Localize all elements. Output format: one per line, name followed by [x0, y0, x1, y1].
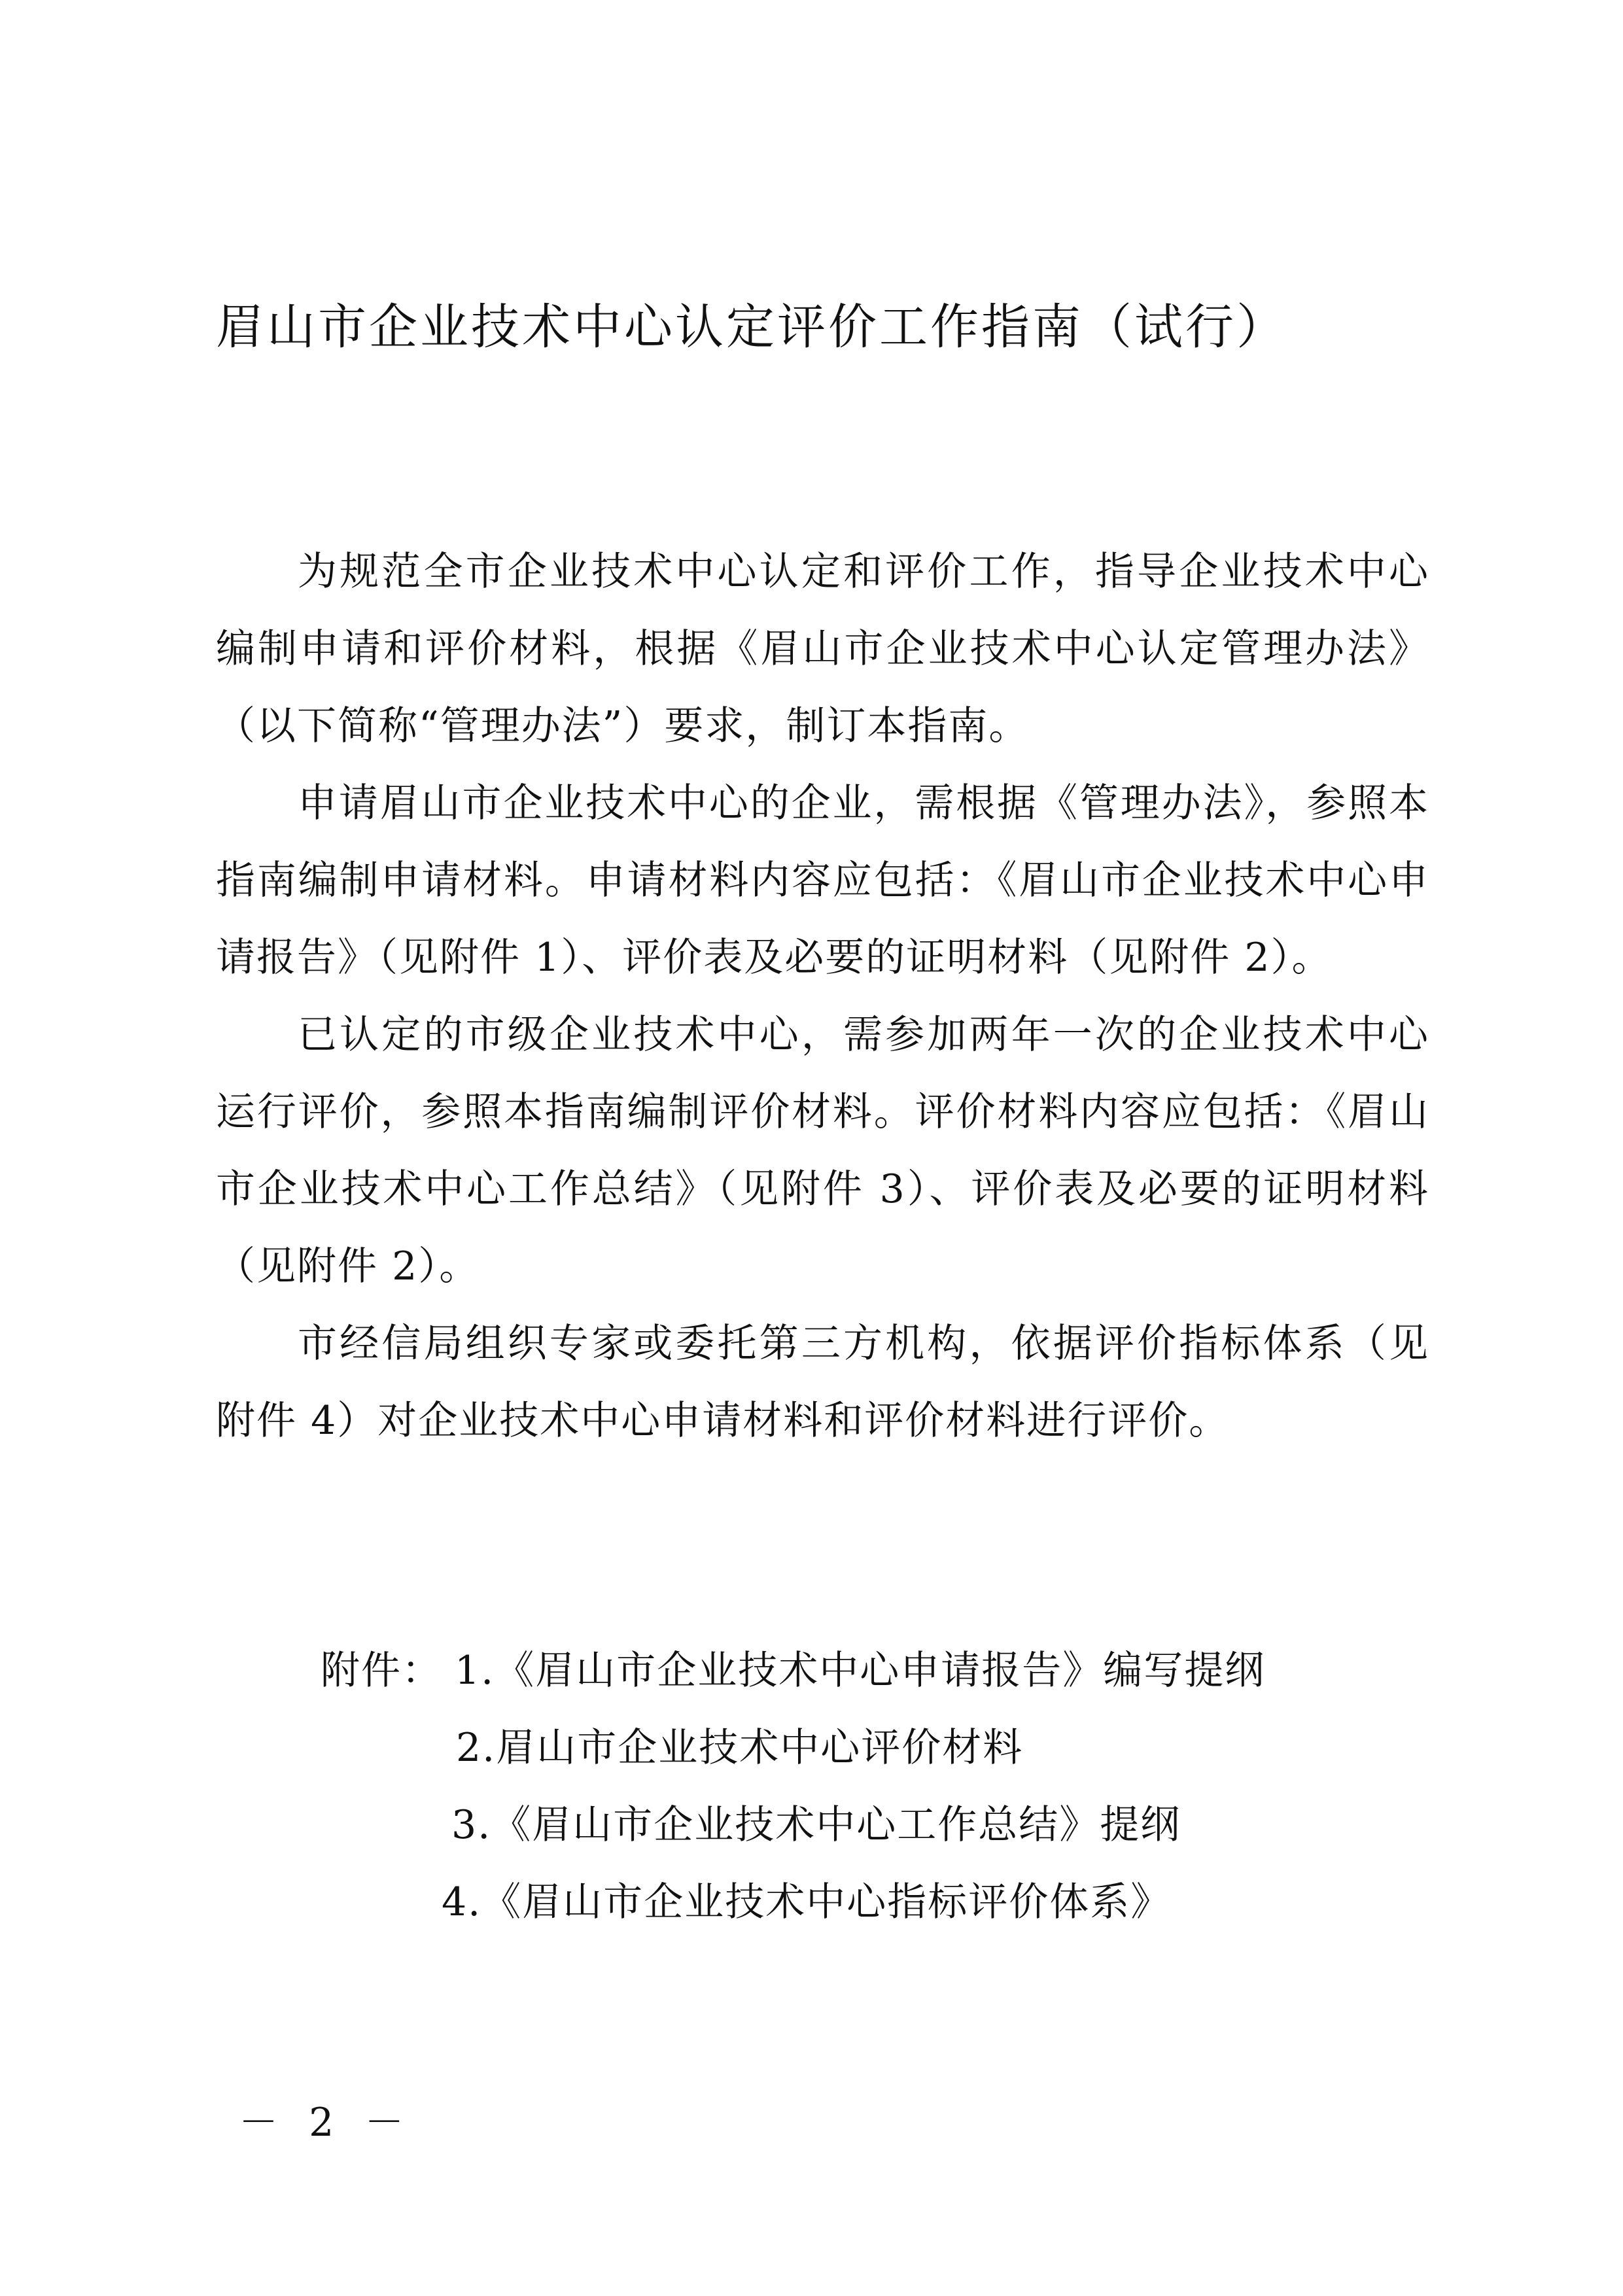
paragraph-review: 市经信局组织专家或委托第三方机构，依据评价指标体系（见附件 4）对企业技术中心申请材料和评价材料进行评价。	[216, 1321, 1429, 1444]
paragraph-evaluation: 已认定的市级企业技术中心，需参加两年一次的企业技术中心运行评价，参照本指南编制评价材料。评价材料内容应包括：《眉山市企业技术中心工作总结》（见附件 3）、评价表及必要的证明材料（见附件 2）。	[216, 1012, 1429, 1289]
attachment-row	[321, 1709, 1433, 1786]
attachment-item: 1.《眉山市企业技术中心申请报告》编写提纲	[455, 1648, 1266, 1694]
attachments-list	[321, 1632, 1433, 1941]
attachment-row	[321, 1864, 1433, 1941]
attachment-item: 4.《眉山市企业技术中心指标评价体系》	[442, 1879, 1172, 1925]
attachment-row	[321, 1786, 1433, 1864]
document-title: 眉山市企业技术中心认定评价工作指南（试行）	[216, 299, 1287, 355]
page-number: － 2 －	[239, 2100, 413, 2146]
attachment-item: 2.眉山市企业技术中心评价材料	[456, 1725, 1024, 1771]
paragraph-application: 申请眉山市企业技术中心的企业，需根据《管理办法》，参照本指南编制申请材料。申请材料内容应包括：《眉山市企业技术中心申请报告》（见附件 1）、评价表及必要的证明材料（见附件 2）。	[216, 780, 1429, 981]
attachments-label: 附件：	[321, 1648, 442, 1694]
attachment-row	[321, 1632, 1433, 1709]
document-body	[216, 533, 1429, 1459]
paragraph-purpose: 为规范全市企业技术中心认定和评价工作，指导企业技术中心编制申请和评价材料，根据《眉山市企业技术中心认定管理办法》（以下简称“管理办法”）要求，制订本指南。	[216, 549, 1429, 749]
attachment-item: 3.《眉山市企业技术中心工作总结》提纲	[451, 1802, 1181, 1848]
